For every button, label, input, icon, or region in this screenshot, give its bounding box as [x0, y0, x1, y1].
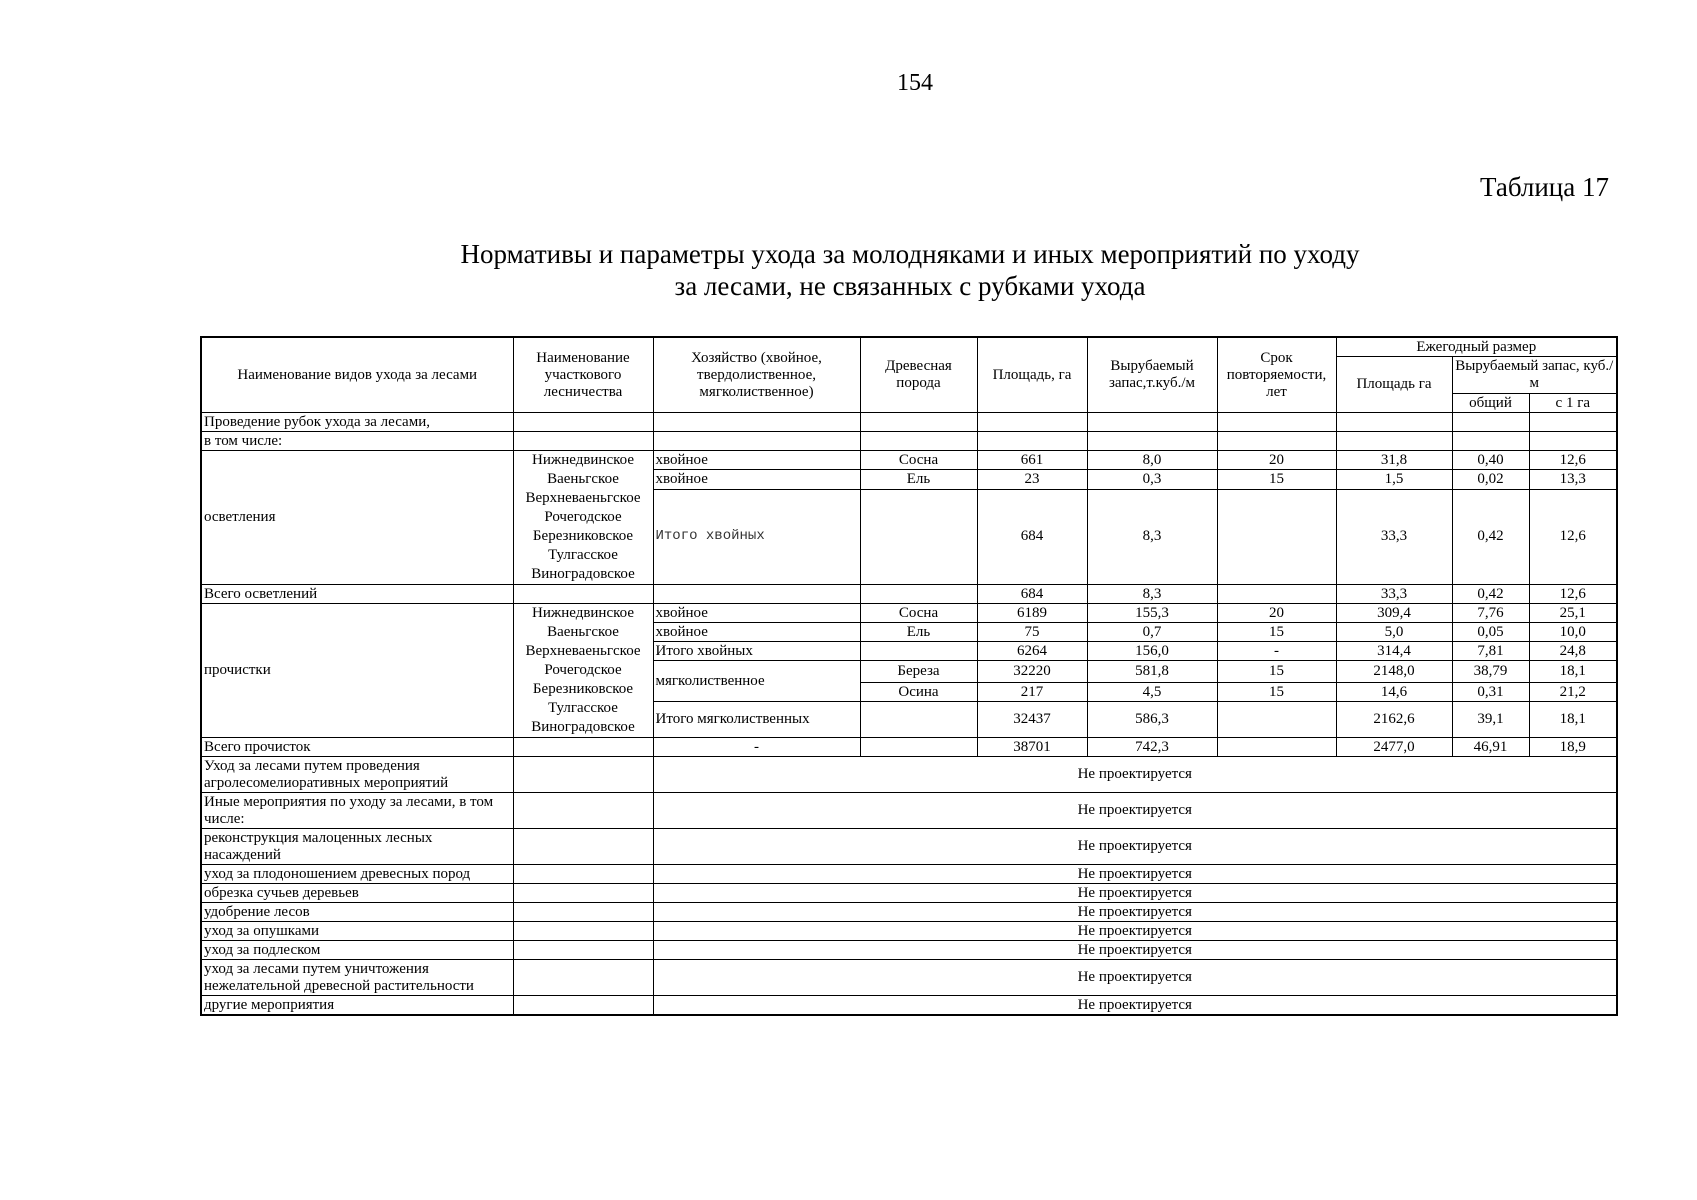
table-row: [201, 941, 1617, 960]
empty-cell: [513, 413, 653, 432]
row-label: уход за опушками: [201, 922, 513, 941]
district-list: [513, 604, 653, 738]
not-designed-cell: Не проектируется: [653, 960, 1617, 996]
district-name: Верхневаеньгское: [525, 643, 641, 659]
empty-cell: [1217, 413, 1336, 432]
area-cell: 75: [977, 623, 1087, 642]
economy-cell: хвойное: [653, 451, 860, 470]
period-cell: -: [1217, 642, 1336, 661]
table-row: [201, 884, 1617, 903]
header-species: Древесная порода: [860, 337, 977, 413]
row-label: Проведение рубок ухода за лесами,: [201, 413, 513, 432]
area-cell: 6189: [977, 604, 1087, 623]
header-district: Наименование участкового лесничества: [513, 337, 653, 413]
row-label: обрезка сучьев деревьев: [201, 884, 513, 903]
species-cell: Осина: [860, 683, 977, 702]
district-name: Нижнедвинское: [531, 605, 634, 621]
empty-cell: [1529, 432, 1617, 451]
table-row: [201, 432, 1617, 451]
empty-cell: [513, 865, 653, 884]
empty-cell: [977, 432, 1087, 451]
a_ha-cell: 12,6: [1529, 451, 1617, 470]
species-cell: Ель: [860, 623, 977, 642]
economy-cell: Итого мягколиственных: [653, 702, 860, 738]
empty-cell: [513, 738, 653, 757]
title-line-1: Нормативы и параметры ухода за молодняками и иных мероприятий по уходу: [460, 239, 1360, 269]
a_area-cell: 2148,0: [1336, 661, 1452, 683]
table-row: [201, 757, 1617, 793]
a_total-cell: 7,76: [1452, 604, 1529, 623]
row-label: другие мероприятия: [201, 996, 513, 1016]
area-cell: 32220: [977, 661, 1087, 683]
a_total-cell: 0,31: [1452, 683, 1529, 702]
table-row: [201, 903, 1617, 922]
economy-cell: -: [653, 738, 860, 757]
not-designed-cell: Не проектируется: [653, 903, 1617, 922]
table-row: [201, 413, 1617, 432]
a_area-cell: 2477,0: [1336, 738, 1452, 757]
species-cell: Береза: [860, 661, 977, 683]
stock-cell: 581,8: [1087, 661, 1217, 683]
not-designed-cell: Не проектируется: [653, 829, 1617, 865]
not-designed-cell: Не проектируется: [653, 865, 1617, 884]
stock-cell: 586,3: [1087, 702, 1217, 738]
a_ha-cell: 21,2: [1529, 683, 1617, 702]
a_total-cell: 0,40: [1452, 451, 1529, 470]
row-label: уход за лесами путем уничтожения нежелательной древесной растительности: [201, 960, 513, 996]
table-row: [201, 793, 1617, 829]
area-cell: 6264: [977, 642, 1087, 661]
empty-cell: [513, 922, 653, 941]
stock-cell: 8,3: [1087, 489, 1217, 584]
district-list: [513, 451, 653, 585]
area-cell: 217: [977, 683, 1087, 702]
empty-cell: [860, 585, 977, 604]
header-area: Площадь, га: [977, 337, 1087, 413]
district-name: Виноградовское: [531, 566, 635, 582]
stock-cell: 8,3: [1087, 585, 1217, 604]
empty-cell: [860, 738, 977, 757]
period-cell: [1217, 489, 1336, 584]
stock-cell: 0,3: [1087, 470, 1217, 489]
table-title: [300, 238, 1520, 302]
a_area-cell: 314,4: [1336, 642, 1452, 661]
empty-cell: [1336, 413, 1452, 432]
area-cell: 23: [977, 470, 1087, 489]
district-name: Ваеньгское: [547, 471, 619, 487]
table-row: [201, 604, 1617, 623]
row-label: уход за плодоношением древесных пород: [201, 865, 513, 884]
row-label: Всего прочисток: [201, 738, 513, 757]
page-number: 154: [897, 70, 933, 96]
row-label: прочистки: [201, 604, 513, 738]
area-cell: 32437: [977, 702, 1087, 738]
a_area-cell: 33,3: [1336, 585, 1452, 604]
empty-cell: [1217, 432, 1336, 451]
table-row: [201, 451, 1617, 470]
a_total-cell: 39,1: [1452, 702, 1529, 738]
a_total-cell: 0,42: [1452, 585, 1529, 604]
empty-cell: [513, 793, 653, 829]
district-name: Рочегодское: [544, 509, 622, 525]
stock-cell: 8,0: [1087, 451, 1217, 470]
empty-cell: [860, 432, 977, 451]
a_area-cell: 1,5: [1336, 470, 1452, 489]
period-cell: 20: [1217, 604, 1336, 623]
empty-cell: [513, 960, 653, 996]
a_area-cell: 309,4: [1336, 604, 1452, 623]
header-economy: Хозяйство (хвойное, твердолиственное, мягколиственное): [653, 337, 860, 413]
title-line-2: за лесами, не связанных с рубками ухода: [674, 271, 1146, 301]
table-label: Таблица 17: [1480, 172, 1609, 202]
row-label: Иные мероприятия по уходу за лесами, в том числе:: [201, 793, 513, 829]
empty-cell: [513, 884, 653, 903]
empty-cell: [1087, 413, 1217, 432]
empty-cell: [513, 432, 653, 451]
header-annual-area: Площадь га: [1336, 357, 1452, 413]
species-cell: [860, 642, 977, 661]
stock-cell: 0,7: [1087, 623, 1217, 642]
a_ha-cell: 18,1: [1529, 661, 1617, 683]
period-cell: 15: [1217, 470, 1336, 489]
a_total-cell: 38,79: [1452, 661, 1529, 683]
period-cell: 15: [1217, 623, 1336, 642]
empty-cell: [513, 903, 653, 922]
area-cell: 661: [977, 451, 1087, 470]
row-label: Всего осветлений: [201, 585, 513, 604]
a_ha-cell: 25,1: [1529, 604, 1617, 623]
not-designed-cell: Не проектируется: [653, 793, 1617, 829]
stock-cell: 155,3: [1087, 604, 1217, 623]
empty-cell: [1452, 413, 1529, 432]
economy-cell: хвойное: [653, 604, 860, 623]
area-cell: 684: [977, 585, 1087, 604]
header-annual: Ежегодный размер: [1336, 337, 1617, 357]
row-label: реконструкция малоценных лесных насаждений: [201, 829, 513, 865]
district-name: Виноградовское: [531, 719, 635, 735]
a_area-cell: 31,8: [1336, 451, 1452, 470]
empty-cell: [653, 432, 860, 451]
period-cell: 20: [1217, 451, 1336, 470]
district-name: Верхневаеньгское: [525, 490, 641, 506]
empty-cell: [1217, 585, 1336, 604]
not-designed-cell: Не проектируется: [653, 757, 1617, 793]
a_ha-cell: 12,6: [1529, 489, 1617, 584]
not-designed-cell: Не проектируется: [653, 884, 1617, 903]
empty-cell: [1529, 413, 1617, 432]
species-cell: Сосна: [860, 451, 977, 470]
a_area-cell: 14,6: [1336, 683, 1452, 702]
header-annual-total: общий: [1452, 394, 1529, 413]
empty-cell: [1217, 738, 1336, 757]
a_ha-cell: 18,1: [1529, 702, 1617, 738]
table-row: [201, 922, 1617, 941]
species-cell: Ель: [860, 470, 977, 489]
empty-cell: [513, 996, 653, 1016]
period-cell: 15: [1217, 683, 1336, 702]
economy-cell: Итого хвойных: [653, 489, 860, 584]
not-designed-cell: Не проектируется: [653, 922, 1617, 941]
species-cell: [860, 702, 977, 738]
empty-cell: [653, 585, 860, 604]
empty-cell: [1087, 432, 1217, 451]
district-name: Тулгасское: [548, 547, 618, 563]
header-stock: Вырубаемый запас,т.куб./м: [1087, 337, 1217, 413]
district-name: Ваеньгское: [547, 624, 619, 640]
row-label: удобрение лесов: [201, 903, 513, 922]
row-label: уход за подлеском: [201, 941, 513, 960]
stock-cell: 742,3: [1087, 738, 1217, 757]
not-designed-cell: Не проектируется: [653, 941, 1617, 960]
row-label: осветления: [201, 451, 513, 585]
table-row: [201, 829, 1617, 865]
economy-cell: хвойное: [653, 470, 860, 489]
period-cell: [1217, 702, 1336, 738]
a_area-cell: 5,0: [1336, 623, 1452, 642]
district-name: Березниковское: [532, 681, 634, 697]
norms-table: [200, 336, 1618, 1016]
area-cell: 684: [977, 489, 1087, 584]
a_area-cell: 33,3: [1336, 489, 1452, 584]
economy-cell: Итого хвойных: [653, 642, 860, 661]
a_total-cell: 7,81: [1452, 642, 1529, 661]
empty-cell: [513, 585, 653, 604]
table-row: [201, 738, 1617, 757]
row-label: Уход за лесами путем проведения агролесомелиоративных мероприятий: [201, 757, 513, 793]
district-name: Березниковское: [532, 528, 634, 544]
stock-cell: 156,0: [1087, 642, 1217, 661]
a_total-cell: 0,42: [1452, 489, 1529, 584]
district-name: Рочегодское: [544, 662, 622, 678]
district-name: Нижнедвинское: [531, 452, 634, 468]
species-cell: Сосна: [860, 604, 977, 623]
empty-cell: [513, 757, 653, 793]
table-row: [201, 960, 1617, 996]
header-type: Наименование видов ухода за лесами: [201, 337, 513, 413]
table-row: [201, 865, 1617, 884]
row-label: в том числе:: [201, 432, 513, 451]
a_ha-cell: 10,0: [1529, 623, 1617, 642]
species-cell: [860, 489, 977, 584]
a_ha-cell: 24,8: [1529, 642, 1617, 661]
economy-cell: мягколиственное: [653, 661, 860, 702]
a_total-cell: 46,91: [1452, 738, 1529, 757]
area-cell: 38701: [977, 738, 1087, 757]
empty-cell: [1336, 432, 1452, 451]
a_ha-cell: 12,6: [1529, 585, 1617, 604]
district-name: Тулгасское: [548, 700, 618, 716]
stock-cell: 4,5: [1087, 683, 1217, 702]
header-period: Срок повторяемости, лет: [1217, 337, 1336, 413]
a_ha-cell: 18,9: [1529, 738, 1617, 757]
a_total-cell: 0,02: [1452, 470, 1529, 489]
table-row: [201, 585, 1617, 604]
period-cell: 15: [1217, 661, 1336, 683]
empty-cell: [860, 413, 977, 432]
a_ha-cell: 13,3: [1529, 470, 1617, 489]
empty-cell: [653, 413, 860, 432]
table-row: [201, 996, 1617, 1016]
economy-cell: хвойное: [653, 623, 860, 642]
header-annual-stock: Вырубаемый запас, куб./м: [1452, 357, 1617, 394]
a_area-cell: 2162,6: [1336, 702, 1452, 738]
empty-cell: [513, 829, 653, 865]
a_total-cell: 0,05: [1452, 623, 1529, 642]
not-designed-cell: Не проектируется: [653, 996, 1617, 1016]
empty-cell: [977, 413, 1087, 432]
empty-cell: [1452, 432, 1529, 451]
empty-cell: [513, 941, 653, 960]
header-annual-per-ha: с 1 га: [1529, 394, 1617, 413]
